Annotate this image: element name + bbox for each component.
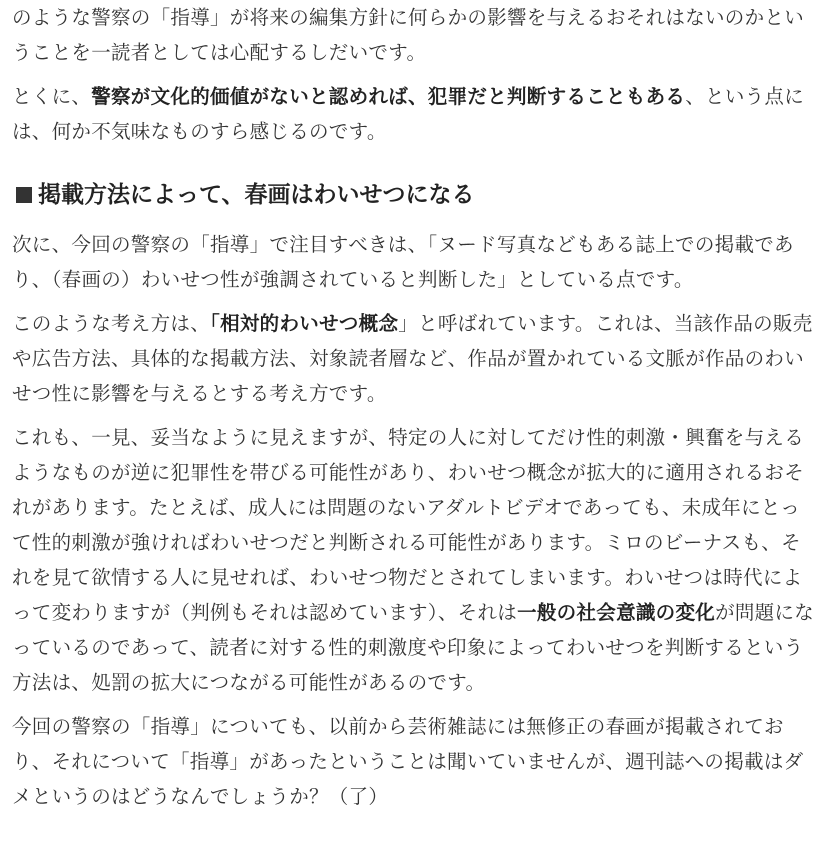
paragraph-1 [12,0,817,70]
paragraph-1-text: のような警察の「指導」が将来の編集方針に何らかの影響を与えるおそれはないのかということを一読者としては心配するしだいです。 [12,6,805,64]
section-heading-text: 掲載方法によって、春画はわいせつになる [38,182,475,208]
paragraph-5-text-b: が問題になっているのであって、読者に対する性的刺激度や印象によってわいせつを判断するという方法は、処罰の拡大につながる可能性があるのです。 [12,601,815,694]
paragraph-2-text-b: 、という点には、何か不気味なものすら感じるのです。 [12,85,805,143]
paragraph-3 [12,227,817,297]
paragraph-4-text-a: このような考え方は、 [12,312,211,335]
paragraph-3-text: 次に、今回の警察の「指導」で注目すべきは、「ヌード写真などもある誌上での掲載であり、（春画の）わいせつ性が強調されていると判断した」としている点です。 [12,233,794,291]
paragraph-6-text: 今回の警察の「指導」についても、以前から芸術雑誌には無修正の春画が掲載されており、それについて「指導」があったということは聞いていませんが、週刊誌への掲載はダメというのはどうなんでしょうか？（了） [12,715,804,808]
paragraph-6 [12,709,817,814]
square-bullet-icon [16,187,32,203]
paragraph-2-text-a: とくに、 [12,85,92,108]
paragraph-5-emphasis: 一般の社会意識の変化 [517,601,716,624]
paragraph-4 [12,306,817,411]
paragraph-5-text-a: これも、一見、妥当なように見えますが、特定の人に対してだけ性的刺激・興奮を与えるようなものが逆に犯罪性を帯びる可能性があり、わいせつ概念が拡大的に適用されるおそれがあります。たとえば、成人には問題のないアダルトビデオであっても、未成年にとって性的刺激が強ければわいせつだと判断される可能性があります。ミロのビーナスも、それを見て欲情する人に見せれば、わいせつ物だとされてしまいます。わいせつは時代によって変わりますが（判例もそれは認めています）、それは [12,426,804,624]
paragraph-2 [12,79,817,149]
paragraph-4-text-b: 」と呼ばれています。これは、当該作品の販売や広告方法、具体的な掲載方法、対象読者層など、作品が置かれている文脈が作品のわいせつ性に影響を与えるとする考え方です。 [12,312,813,405]
section-heading [12,181,817,227]
paragraph-4-emphasis: 「相対的わいせつ概念 [210,312,399,335]
paragraph-2-emphasis: 警察が文化的価値がないと認めれば、犯罪だと判断することもある [91,85,686,108]
paragraph-5 [12,420,817,700]
